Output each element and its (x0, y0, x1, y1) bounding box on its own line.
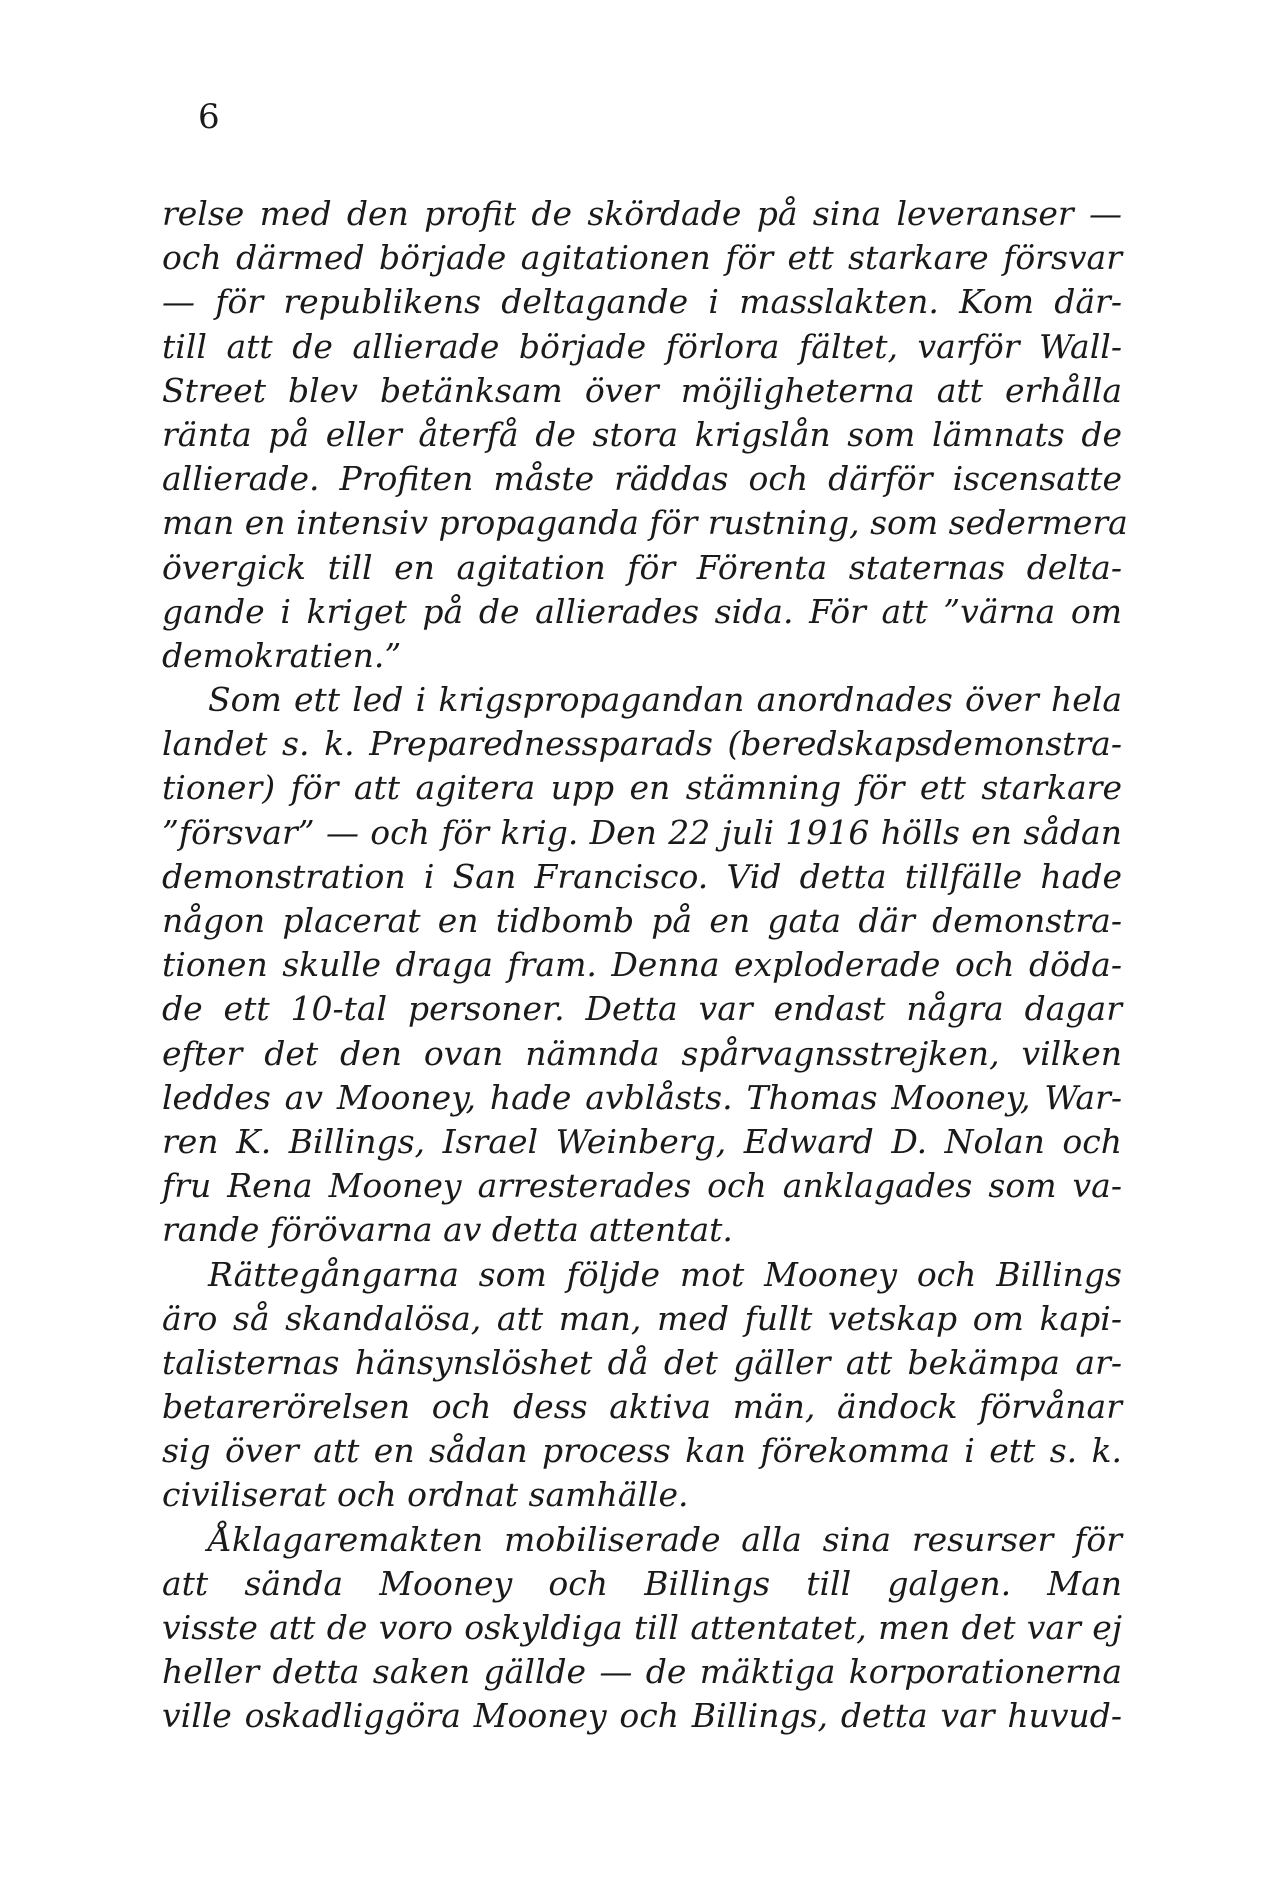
text-line: ren K. Billings, Israel Weinberg, Edward D. Nolan och (162, 1121, 1122, 1161)
page-number: 6 (198, 97, 220, 137)
text-line: Street blev betänksam över möjligheterna att erhålla (162, 370, 1122, 410)
text-line: gande i kriget på de allierades sida. För att ”värna om (162, 591, 1122, 631)
text-line: — för republikens deltagande i masslakten. Kom där- (162, 282, 1122, 322)
text-line: efter det den ovan nämnda spårvagnsstrejken, vilken (162, 1033, 1122, 1073)
text-line: fru Rena Mooney arresterades och anklagades som va- (162, 1166, 1122, 1206)
text-line: betarerörelsen och dess aktiva män, ändock förvånar (162, 1387, 1122, 1427)
text-line: rande förövarna av detta attentat. (162, 1210, 733, 1250)
text-line: demokratien.” (162, 635, 402, 675)
text-line: tioner) för att agitera upp en stämning för ett starkare (162, 768, 1122, 808)
text-line: civiliserat och ordnat samhälle. (162, 1475, 689, 1515)
text-line: talisternas hänsynslöshet då det gäller att bekämpa ar- (162, 1342, 1122, 1382)
text-line: ränta på eller återfå de stora krigslån som lämnats de (162, 414, 1122, 454)
text-line: äro så skandalösa, att man, med fullt vetskap om kapi- (162, 1298, 1122, 1338)
text-line: att sända Mooney och Billings till galgen. Man (162, 1563, 1122, 1603)
body-text (162, 192, 1128, 1739)
text-line: demonstration i San Francisco. Vid detta tillfälle hade (162, 856, 1122, 896)
text-line: relse med den profit de skördade på sina leveranser — (162, 194, 1122, 233)
text-line: tionen skulle draga fram. Denna exploderade och döda- (162, 945, 1122, 985)
text-line: de ett 10-tal personer. Detta var endast några dagar (162, 989, 1122, 1029)
text-line: Rättegångarna som följde mot Mooney och Billings (208, 1254, 1122, 1294)
text-line: leddes av Mooney, hade avblåsts. Thomas Mooney, War- (162, 1077, 1122, 1117)
text-line: övergick till en agitation för Förenta staternas delta- (162, 547, 1122, 587)
text-line: ville oskadliggöra Mooney och Billings, detta var huvud- (162, 1696, 1122, 1736)
text-line: till att de allierade började förlora fältet, varför Wall- (162, 326, 1122, 366)
text-line: allierade. Profiten måste räddas och därför iscensatte (162, 459, 1122, 499)
text-line: landet s. k. Preparednessparads (beredskapsdemonstra- (162, 724, 1122, 764)
text-line: sig över att en sådan process kan förekomma i ett s. k. (162, 1431, 1122, 1471)
text-line: ”försvar” — och för krig. Den 22 juli 1916 hölls en sådan (162, 812, 1122, 852)
text-line: heller detta saken gällde — de mäktiga korporationerna (162, 1652, 1122, 1692)
text-line: visste att de voro oskyldiga till attentatet, men det var ej (162, 1608, 1122, 1647)
text-line: Som ett led i krigspropagandan anordnades över hela (208, 680, 1122, 720)
text-line: och därmed började agitationen för ett starkare försvar (162, 238, 1122, 278)
text-line: någon placerat en tidbomb på en gata där demonstra- (162, 901, 1122, 940)
text-line: man en intensiv propaganda för rustning, som sedermera (162, 503, 1128, 543)
text-line: Åklagaremakten mobiliserade alla sina resurser för (208, 1519, 1122, 1559)
